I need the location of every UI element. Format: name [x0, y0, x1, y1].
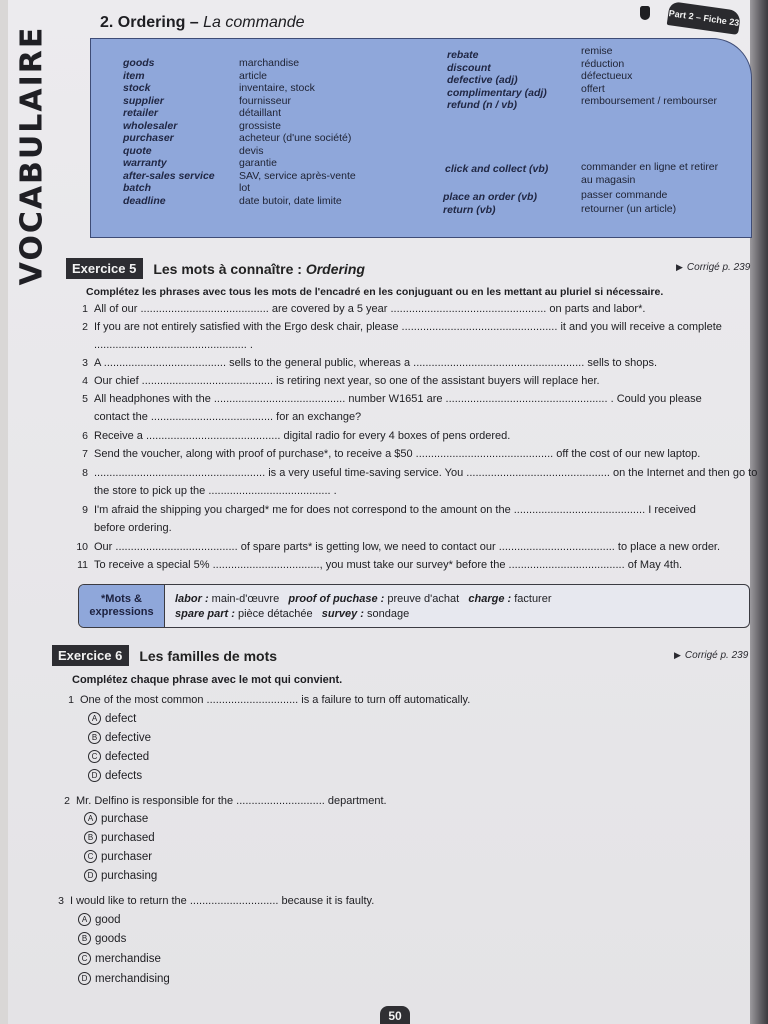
ex6-question: 3 I would like to return the ............................. because it is faulty.: [58, 895, 375, 907]
exercise-6-header: [52, 645, 277, 666]
ex5-line: contact the ........................................ for an exchange?: [94, 411, 362, 423]
glossary-row-1: labor : main-d'œuvre proof of puchase : preuve d'achat charge : facturer: [175, 593, 552, 605]
ex5-line: 8 ........................................................ is a very useful time-saving service. You ............................................... on the Internet and then go to: [82, 467, 758, 479]
exercise-5-instruction: Complétez les phrases avec tous les mots de l'encadré en les conjuguant ou en les mettant au pluriel si nécessaire.: [86, 286, 664, 298]
exercise-6-title: Les familles de mots: [139, 647, 278, 664]
glossary-box: [78, 584, 750, 628]
option-b[interactable]: B purchased: [84, 831, 155, 844]
ex5-line: 10 Our ........................................ of spare parts* is getting low, we need to contact our ...................................... to place a new order.: [76, 541, 721, 553]
vocab-left-en: goods item stock supplier retailer wholesaler purchaser quote warranty after-sales service batch deadline: [123, 57, 215, 207]
book-spine: [750, 0, 768, 1024]
corrige-link-6[interactable]: ▶ Corrigé p. 239: [674, 650, 749, 661]
corrige-link-5[interactable]: ▶ Corrigé p. 239: [676, 262, 751, 273]
ex5-line: 7 Send the voucher, along with proof of purchase*, to receive a $50 ............................................. off the cost of our new laptop.: [82, 448, 701, 460]
option-b[interactable]: B goods: [78, 932, 126, 945]
vocab-left-fr: marchandise article inventaire, stock fournisseur détaillant grossiste acheteur (d'une société) devis garantie SAV, service après-vente lot date butoir, date limite: [239, 57, 356, 207]
side-title: VOCABULAIRE: [14, 25, 50, 285]
option-a[interactable]: A good: [78, 913, 121, 926]
exercise-5-header: [66, 258, 365, 279]
ex5-line: 2 If you are not entirely satisfied with the Ergo desk chair, please ................................................... it and you will receive a complete: [82, 321, 722, 333]
vocab-right-en: rebate discount defective (adj) complimentary (adj) refund (n / vb): [447, 49, 547, 111]
ex5-line: before ordering.: [94, 522, 172, 534]
ex5-line: 9 I'm afraid the shipping you charged* me for does not correspond to the amount on the ........................................... I received: [82, 504, 696, 516]
option-c[interactable]: C defected: [88, 750, 149, 763]
option-d[interactable]: D defects: [88, 769, 142, 782]
option-a[interactable]: A purchase: [84, 812, 148, 825]
exercise-6-badge: Exercice 6: [52, 645, 129, 666]
pin-icon: [640, 6, 650, 20]
exercise-5-badge: Exercice 5: [66, 258, 143, 279]
ex5-line: 3 A ........................................ sells to the general public, whereas a ........................................................ sells to shops.: [82, 357, 658, 369]
glossary-label: *Mots & expressions: [79, 585, 165, 627]
ex5-line: the store to pick up the ........................................ .: [94, 485, 337, 497]
section-title: 2. Ordering – La commande: [100, 14, 305, 31]
part-tab: Part 2 – Fiche 23: [667, 1, 742, 35]
option-c[interactable]: C merchandise: [78, 952, 161, 965]
ex5-line: 11 To receive a special 5% ..................................., you must take our survey* before the ...................................... of May 4th.: [77, 559, 683, 571]
option-a[interactable]: A defect: [88, 712, 136, 725]
option-d[interactable]: D merchandising: [78, 972, 170, 985]
arrow-right-icon: ▶: [674, 650, 681, 660]
option-c[interactable]: C purchaser: [84, 850, 152, 863]
glossary-row-2: spare part : pièce détachée survey : sondage: [175, 608, 410, 620]
vocab-right-fr: remise réduction défectueux offert remboursement / rembourser: [581, 45, 717, 107]
vocabulary-box: goods item stock supplier retailer wholesaler purchaser quote warranty after-sales service batch deadline marchandise article inventaire, stock fournisseur détaillant grossiste acheteur (d'une société) devis garantie SAV, service après-vente lot date butoir, date limite rebate discount defective (adj) complimentary (adj) refund (n / vb) remise réduction défectueux offert remboursement / rembourser click and collect (vb) commander en ligne et retirer au magasin place an order (vb) passer commande return (vb) retourner (un article): [90, 38, 752, 238]
ex6-question: 2 Mr. Delfino is responsible for the ............................. department.: [64, 795, 387, 807]
option-d[interactable]: D purchasing: [84, 869, 157, 882]
ex6-question: 1 One of the most common .............................. is a failure to turn off automatically.: [68, 694, 471, 706]
page-number: 50: [380, 1006, 410, 1024]
ex5-line: 6 Receive a ............................................ digital radio for every 4 boxes of pens ordered.: [82, 430, 511, 442]
option-b[interactable]: B defective: [88, 731, 151, 744]
ex5-line: .................................................. .: [94, 339, 253, 351]
exercise-5-title: Les mots à connaître : Ordering: [153, 260, 365, 277]
exercise-6-instruction: Complétez chaque phrase avec le mot qui convient.: [72, 674, 343, 686]
arrow-right-icon: ▶: [676, 262, 683, 272]
ex5-line: 5 All headphones with the ........................................... number W1651 are ..................................................... . Could you please: [82, 393, 702, 405]
ex5-line: 4 Our chief ........................................... is retiring next year, so one of the assistant buyers will replace her.: [82, 375, 600, 387]
ex5-line: 1 All of our .......................................... are covered by a 5 year ................................................... on parts and labor*.: [82, 303, 646, 315]
